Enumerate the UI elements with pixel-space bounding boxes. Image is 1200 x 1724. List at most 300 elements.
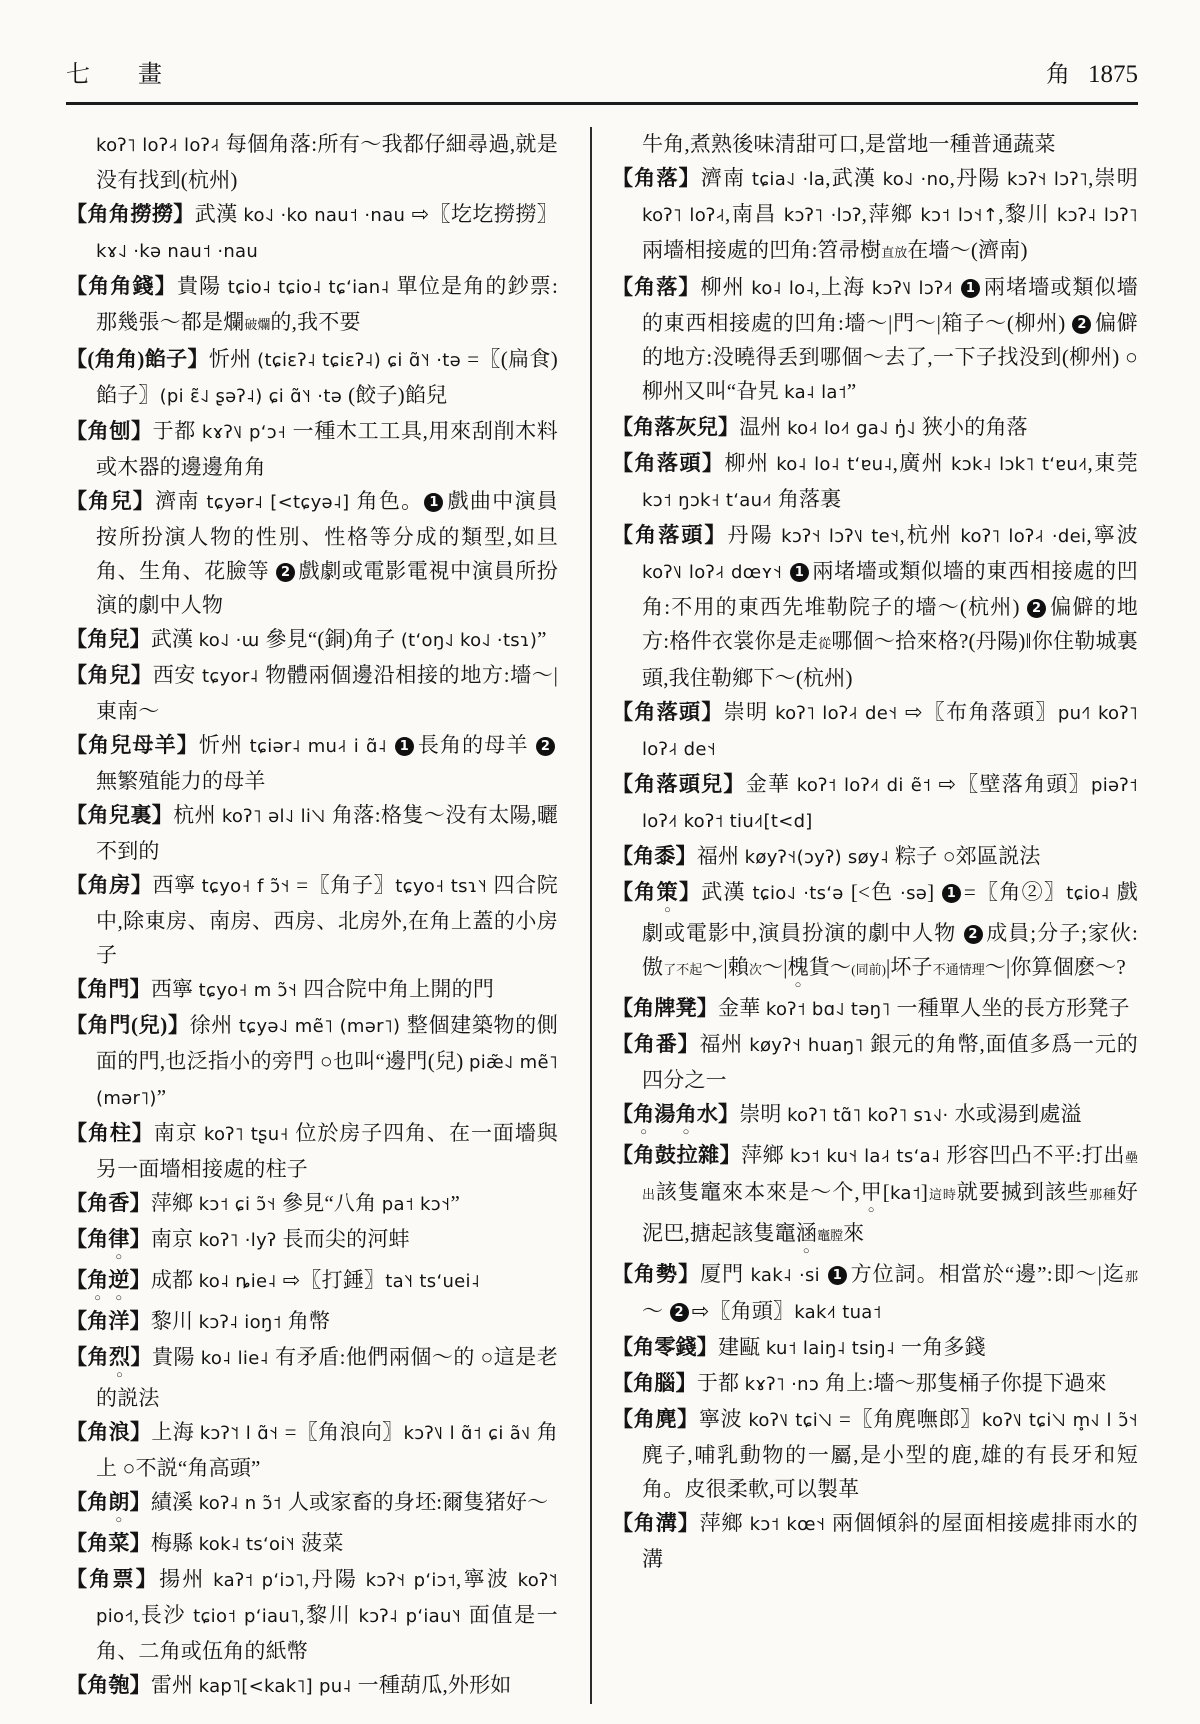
definition-text: ” [156, 1085, 167, 1109]
definition-text: 角落:格隻～没有太陽,曬不到的 [96, 803, 559, 863]
phonetic-transcription: køyʔ˦˧ huaŋ˥ [749, 1035, 871, 1056]
headword: 【角麂】 [612, 1407, 699, 1431]
definition-text: ,丹陽 [949, 166, 1007, 190]
entry-continuation [612, 127, 1138, 161]
definition-text: ～| [762, 955, 788, 979]
phonetic-transcription: ko˨ lo˨ [751, 278, 815, 299]
phonetic-transcription: koʔ˥˩ tɕi˥˧˩ m̥˧˩ l ɔ̃˦˧ [981, 1410, 1138, 1431]
phonetic-transcription: kɤʔ˥ ·nɔ [744, 1374, 826, 1395]
definition-text: 一種木工工具,用來刮削木料或木器的邊邊角角 [96, 419, 558, 479]
dictionary-entry [66, 342, 558, 414]
phonetic-transcription: kap˥[<kak˥] pu˨ [198, 1676, 358, 1697]
definition-text: 〖壁落角頭〗 [956, 772, 1091, 796]
phonetic-transcription: koʔ˥˩ tɕi˥˧˩ [748, 1410, 840, 1431]
dictionary-entry [66, 1340, 558, 1415]
dictionary-entry [612, 1097, 1138, 1138]
phonetic-transcription: koʔ˨ n ɔ̃˦ [198, 1493, 288, 1514]
headword: 【角 [612, 880, 657, 904]
dictionary-entry [66, 1562, 558, 1668]
phonetic-transcription: (tʻoŋ˨˩ ko˨˩ ·tsɿ) [400, 630, 538, 651]
headword: 【角兒裏】 [66, 803, 174, 827]
dictionary-entry [66, 1116, 558, 1186]
definition-text: 每個角落:所有～我都仔細尋過,就是没有找到(杭州) [96, 132, 559, 192]
dictionary-entry [66, 1668, 558, 1704]
definition-text: 貴陽 [176, 274, 228, 298]
definition-text: ～|你算個麽～? [984, 955, 1126, 979]
column-divider [590, 127, 592, 1704]
headword: 】 [130, 1345, 152, 1369]
definition-text: 徐州 [189, 1013, 239, 1037]
sense-number-badge: 1 [790, 563, 809, 582]
dictionary-entry [612, 1027, 1138, 1097]
definition-text: 丹陽 [727, 523, 782, 547]
dictionary-entry [66, 1222, 558, 1263]
definition-text: 物體兩個邊沿相接的地方:墻～| 東南～ [96, 663, 558, 723]
definition-text: 崇明 [739, 1102, 788, 1126]
definition-text: 温州 [739, 415, 788, 439]
headword: 【角落】 [612, 166, 701, 190]
dictionary-entry [612, 875, 1138, 991]
phonetic-transcription: tɕio˦ pʻiau˥ [193, 1606, 300, 1627]
definition-text: ] [927, 880, 941, 904]
headword: 【角鼓拉雜】 [612, 1143, 742, 1167]
definition-text: =〖角麂嘸郎〗 [839, 1407, 982, 1431]
definition-text: 無繁殖能力的母羊 [96, 769, 266, 793]
definition-text: ,萍鄉 [861, 202, 921, 226]
definition-text: 雷州 [150, 1673, 199, 1697]
headword: 【角落頭】 [612, 451, 725, 475]
phonetic-transcription: (pi ɛ̃˨˩ ʂəʔ˨) ɕi ɑ̃˥˧ ·tə [159, 386, 349, 407]
definition-text: 〖打錘〗 [300, 1268, 386, 1292]
definition-text: 貨～ [808, 955, 852, 979]
dictionary-entry [612, 767, 1138, 839]
definition-text: 〖角頭〗 [709, 1299, 795, 1323]
phonetic-transcription: kɔ˦ ŋɔk˧ tʻau˨˦ [642, 490, 778, 511]
definition-text: 武漢 [701, 880, 753, 904]
definition-text: ” [450, 1191, 460, 1215]
headword: 【角黍】 [612, 844, 697, 868]
definition-text: 兩堵墻或類似墻的東西相接處的凹角:墻～|門～|箱子～(柳州) [642, 275, 1138, 335]
phonetic-transcription: koʔ˦ bɑ˨˩ təŋ˥ [765, 999, 897, 1020]
phonetic-transcription: koʔ˥˩ loʔ˨˧ dœʏ˦˧ [642, 562, 789, 583]
phonetic-transcription: koʔ˦ loʔ˨˦ di ẽ˦ [796, 775, 939, 796]
sense-number-badge: 2 [276, 563, 295, 582]
definition-text: |坏子 [885, 955, 933, 979]
phonetic-transcription: koʔ˥ loʔ˨˧ loʔ˨˧ [96, 135, 226, 156]
phonetic-transcription: tɕyər˨ [<tɕyə˨] [206, 492, 357, 513]
headword-ring-marked: 烈 [109, 1345, 131, 1369]
definition-text: ,上海 [814, 275, 872, 299]
phonetic-transcription: tɕia˨˩ ·la [751, 169, 826, 190]
cross-reference-arrow-icon: ⇨ [411, 202, 430, 226]
definition-text: ,寧波 [456, 1567, 518, 1591]
phonetic-transcription: kɔʔ˨ ioŋ˦ [198, 1312, 288, 1333]
definition-text: =〖角子〗 [296, 873, 396, 897]
definition-text: 好泥巴,搪起該隻竈 [642, 1180, 1138, 1245]
phonetic-transcription: kɔʔ˨ lɔʔ˥ [1056, 205, 1138, 226]
entry-continuation [66, 127, 558, 197]
headword: 【角洋】 [66, 1309, 151, 1333]
definition-text: 銀元的角幣,面值多爲一元的四分之一 [642, 1032, 1138, 1092]
definition-text: 菠菜 [301, 1531, 344, 1555]
dictionary-entry [66, 798, 558, 868]
headword: 【角菜】 [66, 1531, 151, 1555]
headword: 】 [129, 1490, 151, 1514]
dictionary-entry [66, 1186, 558, 1222]
sense-number-badge: 1 [942, 884, 961, 903]
phonetic-transcription: tɕyor˨ [202, 666, 266, 687]
definition-text: 寧波 [698, 1407, 749, 1431]
small-annotation: 直放 [881, 245, 908, 260]
definition-text: 南京 [150, 1227, 199, 1251]
phonetic-transcription: kok˨ tsʻoi˥˧ [198, 1534, 302, 1555]
headword: 【角零錢】 [612, 1335, 718, 1359]
phonetic-transcription: tɕio˨˩ ·tsʻə [752, 883, 851, 904]
text-column-right [612, 127, 1138, 1704]
definition-text: 有矛盾:他們兩個～的 ○這是老的説法 [96, 1345, 558, 1410]
definition-text: 偏僻的地方:没曉得丢到哪個～去了,一下子找没到(柳州) ○柳州又叫“旮旯 [642, 311, 1138, 403]
definition-text: 武漢 [150, 627, 199, 651]
definition-text: 于都 [152, 419, 202, 443]
definition-text: (餃子)餡兒 [348, 383, 448, 407]
definition-text: 金華 [745, 772, 797, 796]
dictionary-entry [612, 518, 1138, 695]
sense-number-badge: 2 [1072, 315, 1091, 334]
dictionary-entry [612, 446, 1138, 518]
phonetic-transcription: kɔʔ˦˧ lɔʔ˥˩ te˦˧ [781, 526, 900, 547]
headword: 【角落】 [612, 275, 701, 299]
headword: 【角角錢】 [66, 274, 177, 298]
ring-marked-text: 甲 [859, 1180, 883, 1204]
cross-reference-arrow-icon: ⇨ [938, 772, 957, 796]
definition-text: 萍鄉 [699, 1511, 750, 1535]
definition-text: ,東莞 [1087, 451, 1138, 475]
definition-text: ,寧波 [1086, 523, 1139, 547]
small-annotation: 竈膛 [817, 1228, 844, 1243]
dictionary-entry [612, 410, 1138, 446]
phonetic-transcription: tɕio˨ [1066, 883, 1117, 904]
definition-text: 人或家畜的身坯:爾隻猪好～ [287, 1490, 549, 1514]
phonetic-transcription: ko˨ lie˨ [200, 1348, 276, 1369]
definition-text: 偏僻的地方:格件衣裳你是走 [642, 595, 1138, 653]
small-annotation: 那 [1124, 1269, 1138, 1284]
phonetic-transcription: kɔ˦ ɕi ɔ̃˦˧ [198, 1194, 282, 1215]
phonetic-transcription: ku˦ laiŋ˨ tsiŋ˨ [765, 1338, 902, 1359]
definition-text: ,杭州 [899, 523, 961, 547]
headword: 【角 [66, 1345, 109, 1369]
headword: 【角浪】 [66, 1420, 152, 1444]
phonetic-transcription: ta˥˧ tsʻuei˨ [385, 1271, 481, 1292]
headword: 【角落頭兒】 [612, 772, 746, 796]
definition-text: 忻州 [198, 733, 250, 757]
dictionary-entry [612, 1257, 1138, 1330]
definition-text: 麂子,哺乳動物的一屬,是小型的鹿,雄的有長牙和短角。皮很柔軟,可以製革 [642, 1443, 1138, 1501]
phonetic-transcription: koʔ˥ tɑ̃˥ koʔ˥ sɿ˧˩· [787, 1105, 955, 1126]
small-annotation: 從 [818, 636, 832, 651]
definition-text: 西安 [152, 663, 203, 687]
headword: 【 [612, 1102, 634, 1126]
definition-text: 柳州 [700, 275, 752, 299]
dictionary-entry [66, 1526, 558, 1562]
headword: 水】 [696, 1102, 740, 1126]
phonetic-transcription: koʔ˥ loʔ˨˧ ·dei [960, 526, 1087, 547]
dictionary-entry [612, 1506, 1138, 1576]
definition-text: 形容凹凸不平:打出 [946, 1143, 1125, 1167]
phonetic-transcription: ko˨˧ lo˨˦ ga˨˩ ŋ̍˨˩ [787, 418, 922, 439]
dictionary-entry [612, 1366, 1138, 1402]
small-annotation: 破爛 [244, 317, 271, 332]
headword: 【角票】 [66, 1567, 160, 1591]
definition-text: =〖角②〗 [963, 880, 1067, 904]
ring-marked-text: 槐 [787, 955, 809, 979]
definition-text: 上海 [151, 1420, 200, 1444]
text-column-left [66, 127, 558, 1704]
definition-text: 角幣 [287, 1309, 331, 1333]
phonetic-transcription: kaʔ˦ pʻiɔ˥ [213, 1570, 305, 1591]
phonetic-transcription: kak˨˦ tua˦ [794, 1302, 882, 1323]
dictionary-entry [66, 728, 558, 798]
phonetic-transcription: ·sə [900, 883, 928, 904]
headword: 【角兒母羊】 [66, 733, 199, 757]
phonetic-transcription: piəʔ˦ loʔ˨˦ koʔ˦ tiu˨˦[t<d] [642, 775, 1139, 832]
phonetic-transcription: kɔʔ˦˧ lɔʔ˥ [1007, 169, 1089, 190]
cross-reference-arrow-icon: ⇨ [904, 700, 923, 724]
headword-ring-marked: 角 [633, 1102, 655, 1126]
headword: 【角兒】 [66, 663, 153, 687]
small-annotation: 這時 [928, 1187, 957, 1202]
small-annotation: 次 [749, 962, 763, 977]
headword: 】 [678, 880, 702, 904]
headword: 【角門】 [66, 977, 151, 1001]
definition-text: 四合院中角上開的門 [303, 977, 495, 1001]
definition-text: 濟南 [700, 166, 752, 190]
dictionary-entry [612, 839, 1138, 875]
definition-text: 參見“八角 [282, 1191, 382, 1215]
definition-text: ,武漢 [825, 166, 883, 190]
dictionary-entry [66, 658, 558, 728]
definition-text: ,南昌 [725, 202, 784, 226]
headword: 【角落灰兒】 [612, 415, 740, 439]
definition-text: 萍鄉 [150, 1191, 199, 1215]
definition-text: ” [537, 627, 547, 651]
definition-text: 崇明 [723, 700, 776, 724]
ring-marked-text: 涵 [795, 1221, 818, 1245]
phonetic-transcription: ka˨ la˦ [784, 382, 847, 403]
phonetic-transcription: kɔ˦ kœ˦˧ [749, 1514, 833, 1535]
definition-text: 參見“(銅)角子 [265, 627, 401, 651]
small-annotation: 不通情理 [932, 962, 985, 977]
phonetic-transcription: (tɕiɛʔ˨ tɕiɛʔ˨) ɕi ɑ̃˥˧ ·tə [257, 350, 468, 371]
phonetic-transcription: ko˨ lo˨ tʻɐu˨ [776, 454, 893, 475]
dictionary-entry [66, 622, 558, 658]
phonetic-transcription: kɔʔ˥˩ lɔʔ˨˦ [871, 278, 960, 299]
headword: 湯 [654, 1102, 676, 1126]
phonetic-transcription: kɤʔ˥˩ pʻɔ˧ [201, 422, 293, 443]
headword: 【角溝】 [612, 1511, 700, 1535]
headword: 【角香】 [66, 1191, 151, 1215]
phonetic-transcription: tɕyo˧ tsɿ˥˧ [395, 876, 494, 897]
headword: 【 [66, 1268, 88, 1292]
phonetic-transcription: koʔ˥ loʔ˨˧ de˦˧ [775, 703, 905, 724]
definition-text: 戲劇或電影中,演員扮演的劇中人物 [642, 880, 1138, 945]
dictionary-entry [66, 269, 558, 342]
definition-text: 一角多錢 [901, 1335, 986, 1359]
definition-text: 忻州 [208, 347, 258, 371]
headword-ring-marked: 角 [675, 1102, 697, 1126]
headword-ring-marked: 朗 [108, 1490, 130, 1514]
sense-number-badge: 2 [670, 1303, 689, 1322]
dictionary-entry [612, 1402, 1138, 1506]
phonetic-transcription: tɕio˨ tɕio˨ tɕʻian˨ [227, 277, 397, 298]
dictionary-entry [66, 1008, 558, 1116]
headword: 【角角撈撈】 [66, 202, 195, 226]
phonetic-transcription: koʔ˥˦ pio˧˦ [96, 1570, 558, 1627]
dictionary-entry [612, 991, 1138, 1027]
definition-text: 〖布角落頭〗 [922, 700, 1058, 724]
dictionary-entry [66, 1263, 558, 1304]
headword: 【角勢】 [612, 1262, 701, 1286]
definition-text: 厦門 [700, 1262, 751, 1286]
headword: 【角牌凳】 [612, 996, 718, 1020]
dictionary-entry [612, 695, 1138, 767]
definition-text: 牛角,煮熟後味清甜可口,是當地一種普通蔬菜 [642, 132, 1056, 156]
small-annotation: (同前) [851, 962, 886, 977]
definition-text: 位於房子四角、在一面墻與另一面墻相接處的柱子 [96, 1121, 558, 1181]
definition-text: 該隻竈來本來是～个, [655, 1180, 860, 1204]
cross-reference-arrow-icon: ⇨ [282, 1268, 301, 1292]
definition-text: ～|賴 [702, 955, 750, 979]
definition-text: 于都 [696, 1371, 745, 1395]
definition-text: 兩個傾斜的屋面相接處排雨水的溝 [642, 1511, 1138, 1571]
headword: 】 [129, 1268, 151, 1292]
phonetic-transcription: tɕiər˨ mu˨˧ i ɑ̃˨ [249, 736, 394, 757]
dictionary-entry [66, 1485, 558, 1526]
definition-text: =〖(扁食)餡子〗 [96, 347, 558, 407]
definition-text: 福州 [699, 1032, 750, 1056]
definition-text: 福州 [696, 844, 745, 868]
sense-number-badge: 2 [964, 925, 983, 944]
phonetic-transcription: koʔ˥ tʂu˧ [203, 1124, 296, 1145]
definition-text: 柳州 [724, 451, 777, 475]
definition-text: 在墻～(濟南) [907, 238, 1028, 262]
headword: 【角落頭】 [612, 700, 724, 724]
definition-text: 的,我不要 [270, 310, 361, 334]
headword: 【角兒】 [66, 627, 151, 651]
phonetic-transcription: pu˧˥ koʔ˥ loʔ˨˧ de˦˧ [642, 703, 1139, 760]
definition-text: 角上:墻～那隻桶子你提下過來 [825, 1371, 1107, 1395]
definition-text: 四合院中,除東房、南房、西房、北房外,在角上蓋的小房子 [96, 873, 558, 967]
definition-text: ,丹陽 [304, 1567, 366, 1591]
page-number: 1875 [1088, 61, 1138, 88]
headword: 】 [129, 1227, 151, 1251]
definition-text: 兩墻相接處的凹角:笤帚樹 [642, 238, 882, 262]
page-header [66, 60, 1138, 90]
definition-text: ,黎川 [998, 202, 1057, 226]
definition-text: 梅縣 [150, 1531, 199, 1555]
phonetic-transcription: ko˨ ȵie˨ [198, 1271, 283, 1292]
definition-text: ,黎川 [299, 1603, 359, 1627]
definition-text: ～ [642, 1299, 669, 1323]
definition-text: 成員;分子;家伙:傲 [642, 921, 1138, 979]
small-annotation: 那種 [1089, 1187, 1117, 1202]
phonetic-transcription: tɕyo˧ m ɔ̃˦˧ [198, 980, 304, 1001]
definition-text: 整個建築物的側面的門,也泛指小的旁門 ○也叫“邊門(兒) [96, 1013, 559, 1073]
definition-text: 揚州 [159, 1567, 214, 1591]
headword: 【角番】 [612, 1032, 700, 1056]
headword: 【角匏】 [66, 1673, 151, 1697]
definition-text: 萍鄉 [741, 1143, 790, 1167]
sense-number-badge: 1 [828, 1266, 847, 1285]
two-column-body [66, 127, 1138, 1704]
headword: 【角刨】 [66, 419, 153, 443]
definition-text: [<色 [850, 880, 901, 904]
definition-text: 單位是角的鈔票:那幾張～都是爛 [96, 274, 558, 334]
phonetic-transcription: kɤ˨˩ ·kə nau˦ ·nau [96, 241, 259, 262]
headword: 【角柱】 [66, 1121, 154, 1145]
headword-ring-marked: 律 [108, 1227, 130, 1251]
definition-text: 武漢 [194, 202, 244, 226]
definition-text: 黎川 [150, 1309, 199, 1333]
guide-character: 角 [1046, 62, 1070, 88]
phonetic-transcription: kɔʔ˥˩ l ɑ̃˦ ɕi ã˦˩ [403, 1423, 537, 1444]
sense-number-badge: 1 [961, 279, 980, 298]
phonetic-transcription: kak˨ ·si [750, 1265, 827, 1286]
dictionary-entry [66, 1415, 558, 1485]
definition-text: 績溪 [150, 1490, 199, 1514]
definition-text: 就要搣到該些 [956, 1180, 1090, 1204]
definition-text: 兩堵墻或類似墻的東西相接處的凹角:不用的東西先堆勒院子的墻～(杭州) [642, 559, 1138, 619]
headword: 【角兒】 [66, 489, 156, 513]
sense-number-badge: 1 [424, 493, 443, 512]
definition-text: ] [920, 1180, 929, 1204]
headword-ring-marked: 角逆 [87, 1268, 130, 1292]
headword: 【角 [66, 1227, 109, 1251]
definition-text: 貴陽 [152, 1345, 201, 1369]
dictionary-entry [66, 1304, 558, 1340]
dictionary-entry [612, 1330, 1138, 1366]
phonetic-transcription: kɔʔ˦˧ pʻiɔ˦ [365, 1570, 457, 1591]
definition-text: 狹小的角落 [921, 415, 1028, 439]
definition-text: 西寧 [150, 977, 199, 1001]
phonetic-transcription: kɔʔ˥ ·lɔʔ [783, 205, 862, 226]
definition-text: 一種葫瓜,外形如 [357, 1673, 512, 1697]
phonetic-transcription: kɔʔ˨ pʻiau˥˧ [358, 1606, 469, 1627]
phonetic-transcription: tɕyə˨˩ mẽ˥ (mər˥) [238, 1016, 407, 1037]
definition-text: 角上 ○不説“角高頭” [96, 1420, 558, 1480]
dictionary-entry [612, 270, 1138, 410]
phonetic-transcription: kɔʔ˥˦ l ɑ̃˦˧ [199, 1423, 285, 1444]
definition-text: =〖角浪向〗 [284, 1420, 404, 1444]
definition-text: 〖圪圪撈撈〗 [429, 202, 558, 226]
definition-text: 哪個～拾來格?(丹陽)‖你住勒城裏頭,我住勒鄉下～(杭州) [642, 629, 1138, 690]
definition-text: 南京 [153, 1121, 204, 1145]
phonetic-transcription: tɕyo˧ f ɔ̃˦˧ [201, 876, 297, 897]
phonetic-transcription: kɔ˦ ku˦˧ la˨˧ tsʻa˨ [789, 1146, 947, 1167]
definition-text: 金華 [718, 996, 766, 1020]
sense-number-badge: 1 [395, 737, 414, 756]
definition-text: 長而尖的河蚌 [282, 1227, 410, 1251]
definition-text: 建甌 [718, 1335, 766, 1359]
definition-text: ” [846, 379, 857, 403]
definition-text: 角色。 [356, 489, 424, 513]
phonetic-transcription: pa˦ kɔ˦˧ [381, 1194, 451, 1215]
phonetic-transcription: køyʔ˦˧(ɔyʔ) søy˨ [744, 847, 896, 868]
definition-text: 角落裏 [777, 487, 842, 511]
phonetic-transcription: ka˦ [889, 1183, 921, 1204]
definition-text: ,崇明 [1088, 166, 1138, 190]
definition-text: 濟南 [155, 489, 207, 513]
definition-text: 戲曲中演員按所扮演人物的性別、性格等分成的類型,如旦角、生角、花臉等 [96, 489, 559, 583]
